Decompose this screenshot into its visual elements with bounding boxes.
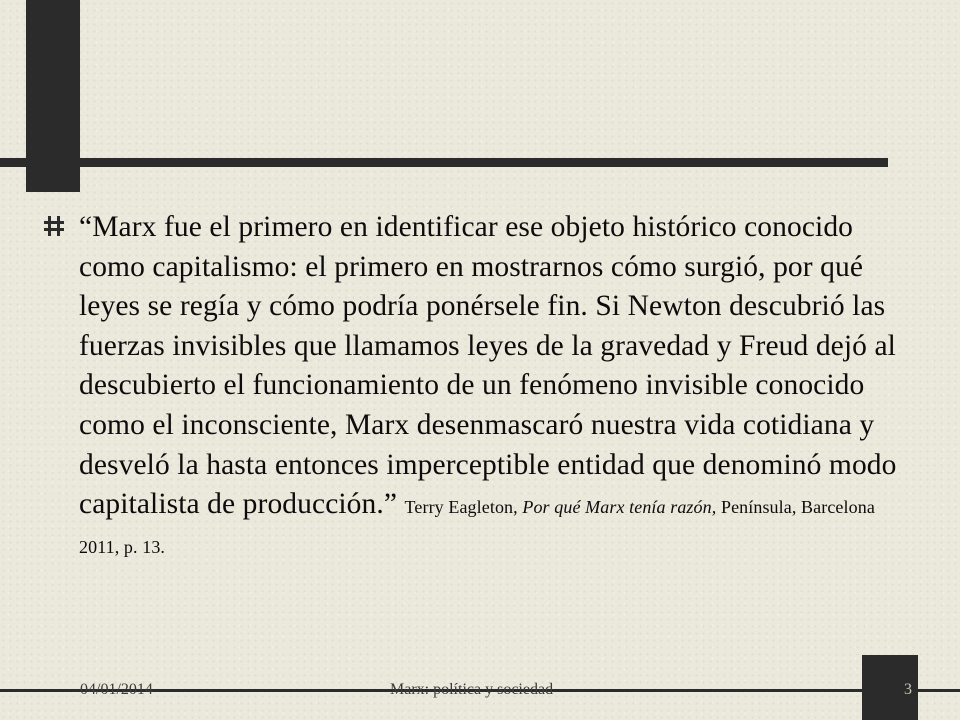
quote-paragraph xyxy=(79,208,914,564)
citation-book-title: Por qué Marx tenía razón, xyxy=(522,497,717,518)
citation-author: Terry Eagleton, xyxy=(404,497,518,518)
citation-details: Península, Barcelona 2011, p. 13. xyxy=(79,497,875,557)
footer-title: Marx: política y sociedad xyxy=(390,681,554,698)
quote-text: “Marx fue el primero en identificar ese objeto histórico conocido como capitalismo: el primero en mostrarnos cómo surgió, por qué leyes se regía y cómo podría ponérsele fin. Si Newton descubrió las fuerzas invisibles que llamamos leyes de la gravedad y Freud dejó al descubierto el funcionamiento de un fenómeno invisible conocido como el inconsciente, Marx desenmascaró nuestra vida cotidiana y desveló la hasta entonces imperceptible entidad que denominó modo capitalista de producción.” xyxy=(79,211,897,521)
hash-bullet-icon xyxy=(44,216,64,236)
page-number: 3 xyxy=(904,681,912,698)
decorative-horizontal-bar xyxy=(0,158,888,167)
footer-date: 04/01/2014 xyxy=(80,681,153,698)
